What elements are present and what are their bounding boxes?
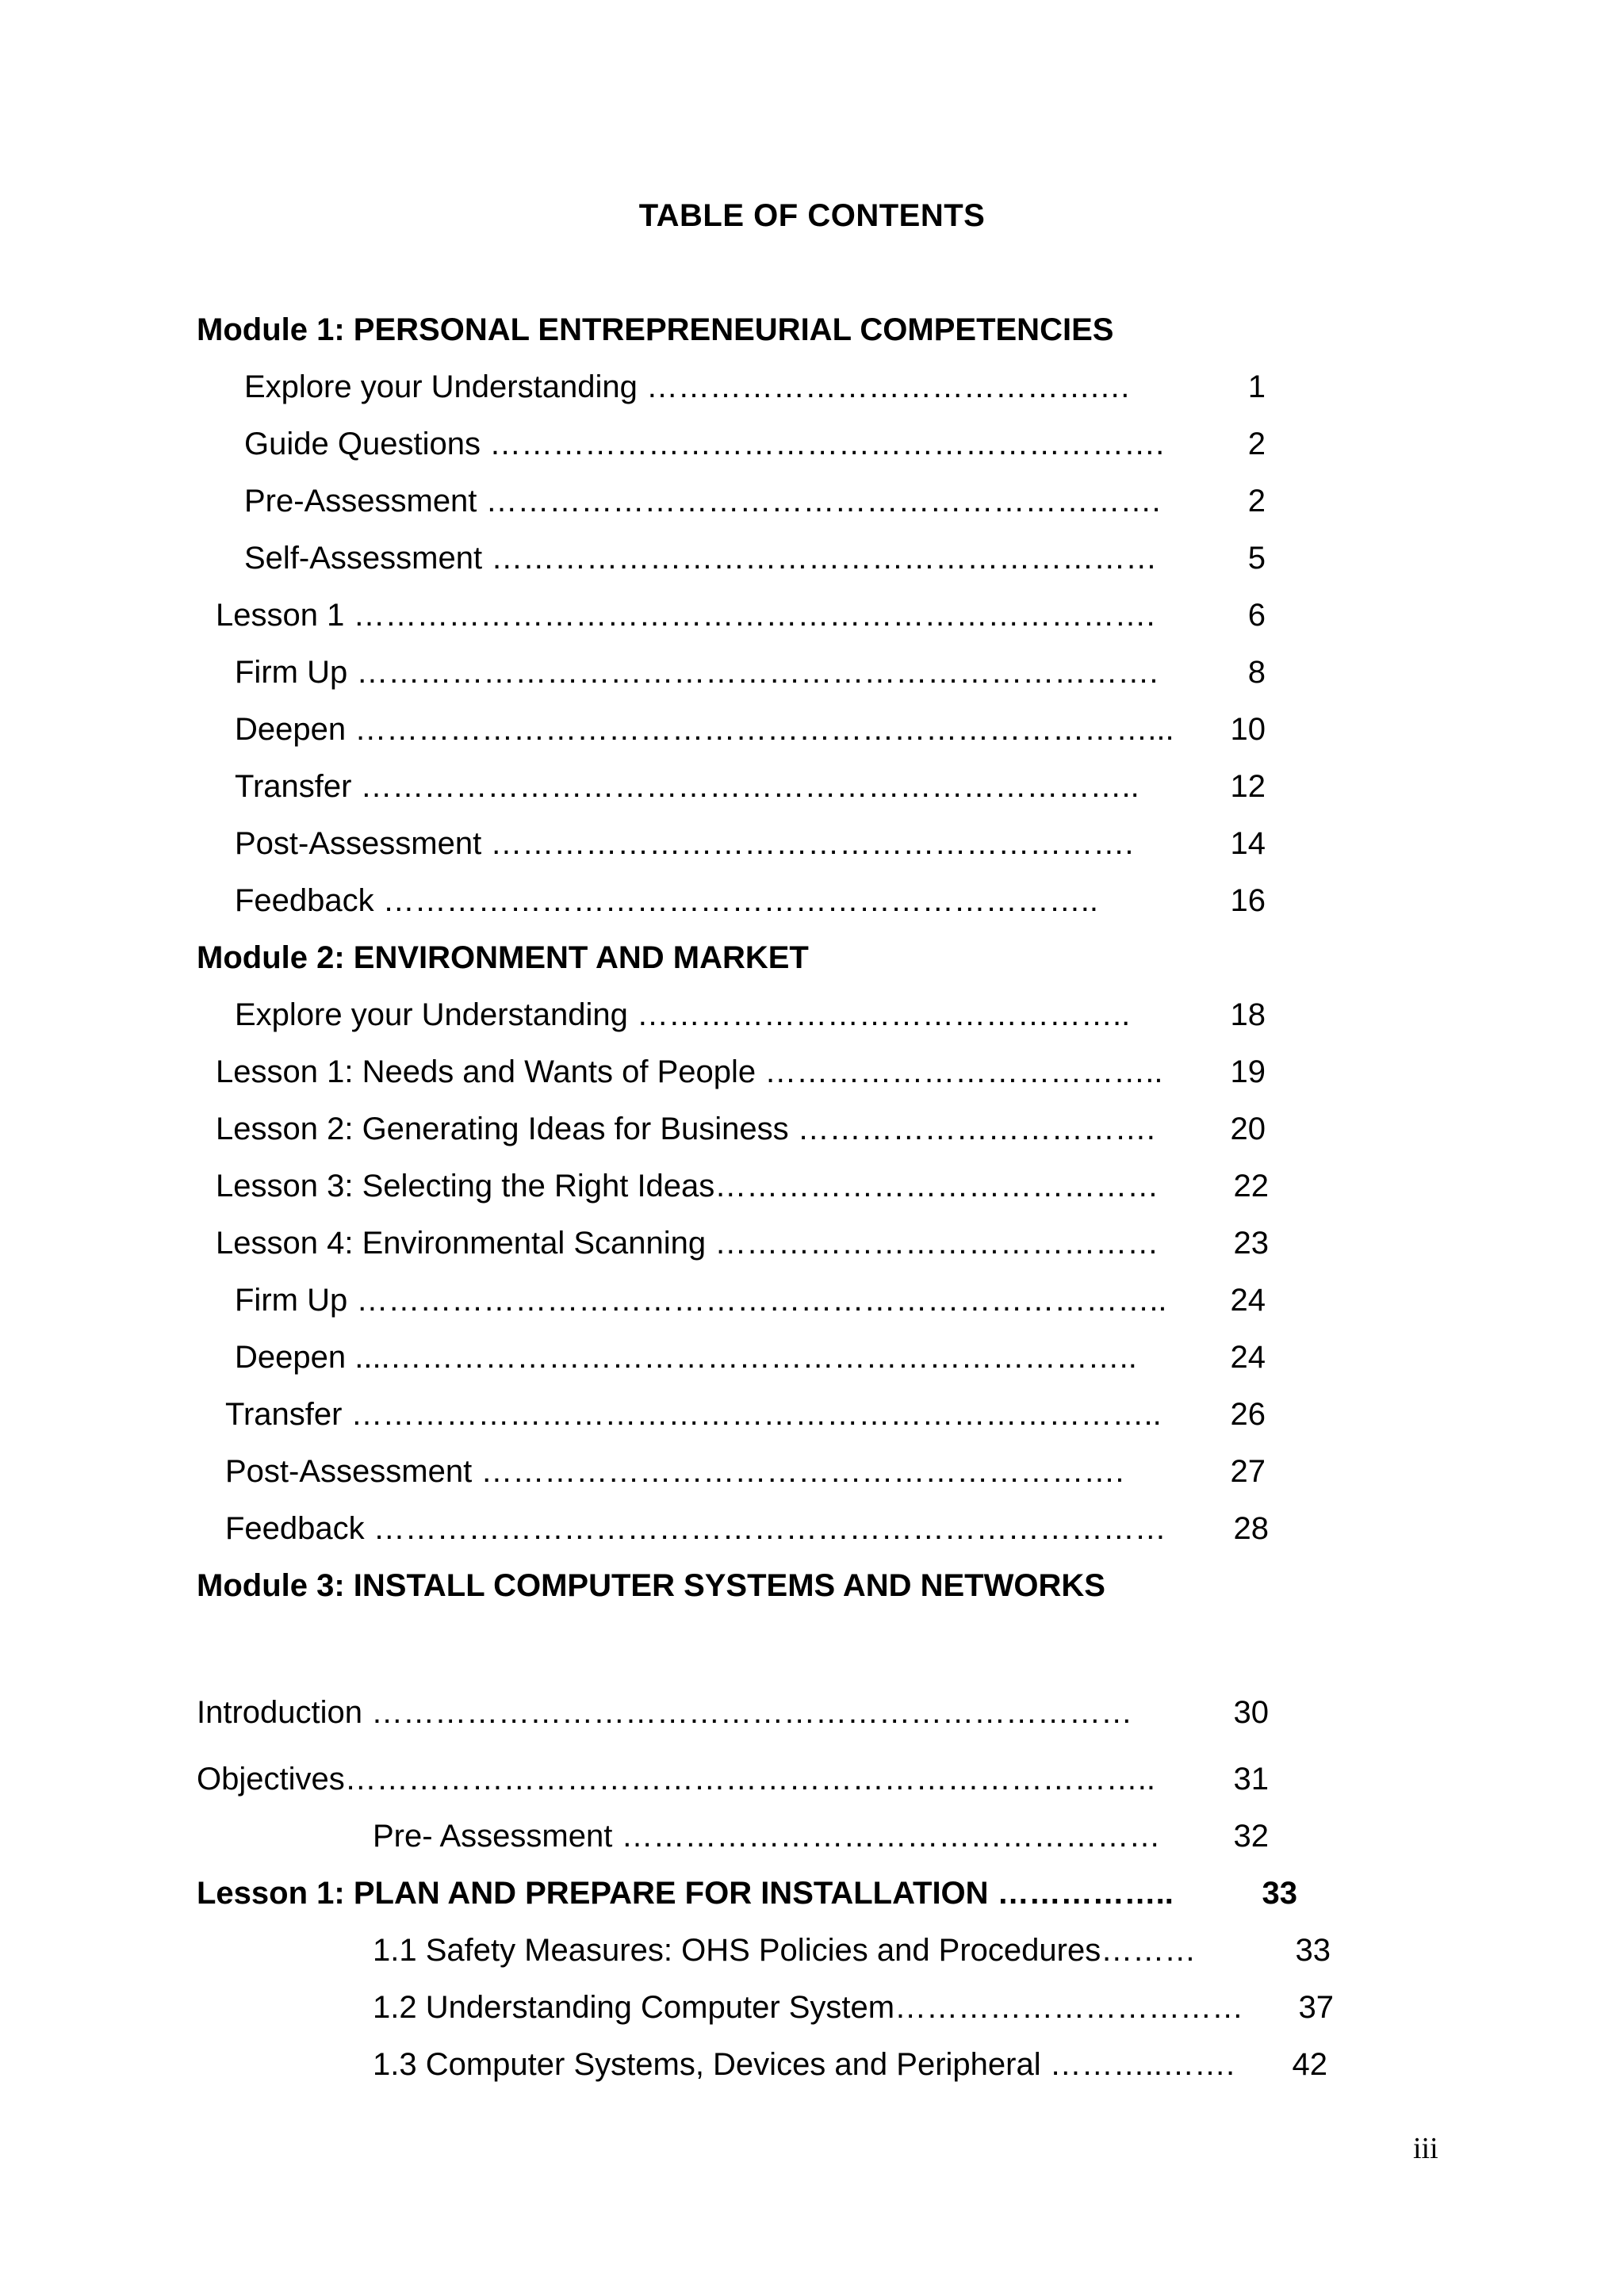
entry-label: Feedback ………………………………………………………….. xyxy=(235,883,1099,918)
toc-entry[interactable] xyxy=(235,1335,1204,1380)
entry-page: 24 xyxy=(1230,1340,1266,1375)
toc-entry[interactable] xyxy=(373,1928,1229,1973)
entry-page: 2 xyxy=(1247,427,1266,461)
entry-label: Objectives………………………………………………………………….. xyxy=(197,1762,1155,1797)
entry-label: Pre-Assessment ………………………………………………………. xyxy=(244,484,1161,519)
page-number: iii xyxy=(1413,2132,1438,2165)
toc-entry[interactable] xyxy=(216,1221,1196,1265)
entry-page: 28 xyxy=(1233,1511,1269,1546)
toc-entry[interactable] xyxy=(235,821,1210,866)
module-1-heading: Module 1: PERSONAL ENTREPRENEURIAL COMPETENCIES xyxy=(197,312,1114,347)
lesson-1-heading[interactable] xyxy=(197,1871,1228,1915)
entry-label: Explore your Understanding …………………………………….… xyxy=(244,369,1132,404)
entry-page: 2 xyxy=(1247,484,1266,519)
entry-label: Guide Questions ………………………………………………………. xyxy=(244,427,1165,461)
entry-label: Deepen ....…………………………………………………………….. xyxy=(235,1340,1137,1375)
entry-page: 33 xyxy=(1262,1876,1297,1911)
toc-entry[interactable] xyxy=(235,878,1202,923)
toc-entry[interactable] xyxy=(225,1506,1202,1551)
toc-entry[interactable] xyxy=(225,1449,1196,1494)
entry-page: 42 xyxy=(1292,2047,1327,2082)
entry-label: Post-Assessment ……………………………………………………. xyxy=(225,1454,1124,1489)
toc-entry[interactable] xyxy=(216,1107,1194,1151)
toc-entry[interactable] xyxy=(244,536,1229,580)
toc-entry[interactable] xyxy=(244,479,1232,523)
entry-page: 18 xyxy=(1230,997,1266,1032)
entry-page: 22 xyxy=(1233,1169,1269,1203)
entry-label: 1.1 Safety Measures: OHS Policies and Procedures……… xyxy=(373,1933,1197,1968)
entry-label: Post-Assessment ……………………………………………………. xyxy=(235,826,1134,861)
entry-label: Self-Assessment ……………………………………………………… xyxy=(244,541,1158,576)
toc-entry[interactable] xyxy=(373,1814,1197,1858)
entry-page: 14 xyxy=(1230,826,1266,861)
toc-entry[interactable] xyxy=(225,1392,1199,1437)
entry-label: Lesson 3: Selecting the Right Ideas…………………………………… xyxy=(216,1169,1159,1203)
entry-label: Explore your Understanding ……………………………………….. xyxy=(235,997,1131,1032)
entry-label: 1.3 Computer Systems, Devices and Peripheral ………..……. xyxy=(373,2047,1235,2082)
toc-entry[interactable] xyxy=(235,650,1232,695)
entry-page: 1 xyxy=(1247,369,1266,404)
entry-label: Lesson 4: Environmental Scanning …………………………………… xyxy=(216,1226,1159,1261)
entry-page: 30 xyxy=(1233,1695,1269,1730)
toc-entry[interactable] xyxy=(235,707,1231,752)
entry-page: 16 xyxy=(1230,883,1266,918)
entry-label: Transfer ……………………………………………………………….. xyxy=(235,769,1139,804)
toc-entry[interactable] xyxy=(373,1985,1278,2030)
entry-label: Deepen …………………………………………………………………... xyxy=(235,712,1174,747)
entry-page: 20 xyxy=(1230,1112,1266,1146)
entry-label: Feedback ………………………………………………………………… xyxy=(225,1511,1166,1546)
entry-label: Transfer ………………………………………………………………….. xyxy=(225,1397,1162,1432)
entry-page: 6 xyxy=(1247,598,1266,633)
toc-entry[interactable] xyxy=(235,764,1212,809)
entry-label: Lesson 1 …………………………………………………………………. xyxy=(216,598,1155,633)
toc-entry[interactable] xyxy=(197,1690,1205,1735)
toc-entry[interactable] xyxy=(235,1278,1204,1322)
entry-page: 8 xyxy=(1247,655,1266,690)
entry-label: Lesson 2: Generating Ideas for Business ……………………………. xyxy=(216,1112,1155,1146)
entry-page: 10 xyxy=(1230,712,1266,747)
toc-entry[interactable] xyxy=(216,1050,1208,1094)
toc-entry[interactable] xyxy=(235,993,1207,1037)
toc-entry[interactable] xyxy=(216,593,1231,637)
entry-label: Lesson 1: PLAN AND PREPARE FOR INSTALLATION …………….. xyxy=(197,1876,1174,1911)
entry-label: Pre- Assessment …………………………………………… xyxy=(373,1819,1161,1854)
entry-label: Firm Up …………………………………………………………………. xyxy=(235,655,1159,690)
entry-page: 27 xyxy=(1230,1454,1266,1489)
entry-page: 37 xyxy=(1298,1990,1334,2025)
entry-page: 19 xyxy=(1230,1054,1266,1089)
toc-entry[interactable] xyxy=(216,1164,1196,1208)
entry-page: 5 xyxy=(1247,541,1266,576)
entry-label: 1.2 Understanding Computer System…………………………… xyxy=(373,1990,1244,2025)
entry-label: Firm Up ………………………………………………………………….. xyxy=(235,1283,1167,1318)
entry-page: 24 xyxy=(1230,1283,1266,1318)
entry-page: 33 xyxy=(1295,1933,1331,1968)
entry-label: Introduction ……………………………………………………………… xyxy=(197,1695,1133,1730)
toc-entry[interactable] xyxy=(244,365,1228,409)
toc-entry[interactable] xyxy=(197,1757,1204,1801)
toc-entry[interactable] xyxy=(373,2042,1274,2087)
toc-title: TABLE OF CONTENTS xyxy=(638,198,986,233)
entry-page: 32 xyxy=(1233,1819,1269,1854)
entry-page: 31 xyxy=(1233,1762,1269,1797)
module-2-heading: Module 2: ENVIRONMENT AND MARKET xyxy=(197,940,809,975)
toc-entry[interactable] xyxy=(244,422,1235,466)
entry-label: Lesson 1: Needs and Wants of People ……………………………….. xyxy=(216,1054,1163,1089)
entry-page: 26 xyxy=(1230,1397,1266,1432)
entry-page: 23 xyxy=(1233,1226,1269,1261)
entry-page: 12 xyxy=(1230,769,1266,804)
module-3-heading: Module 3: INSTALL COMPUTER SYSTEMS AND NETWORKS xyxy=(197,1568,1105,1603)
